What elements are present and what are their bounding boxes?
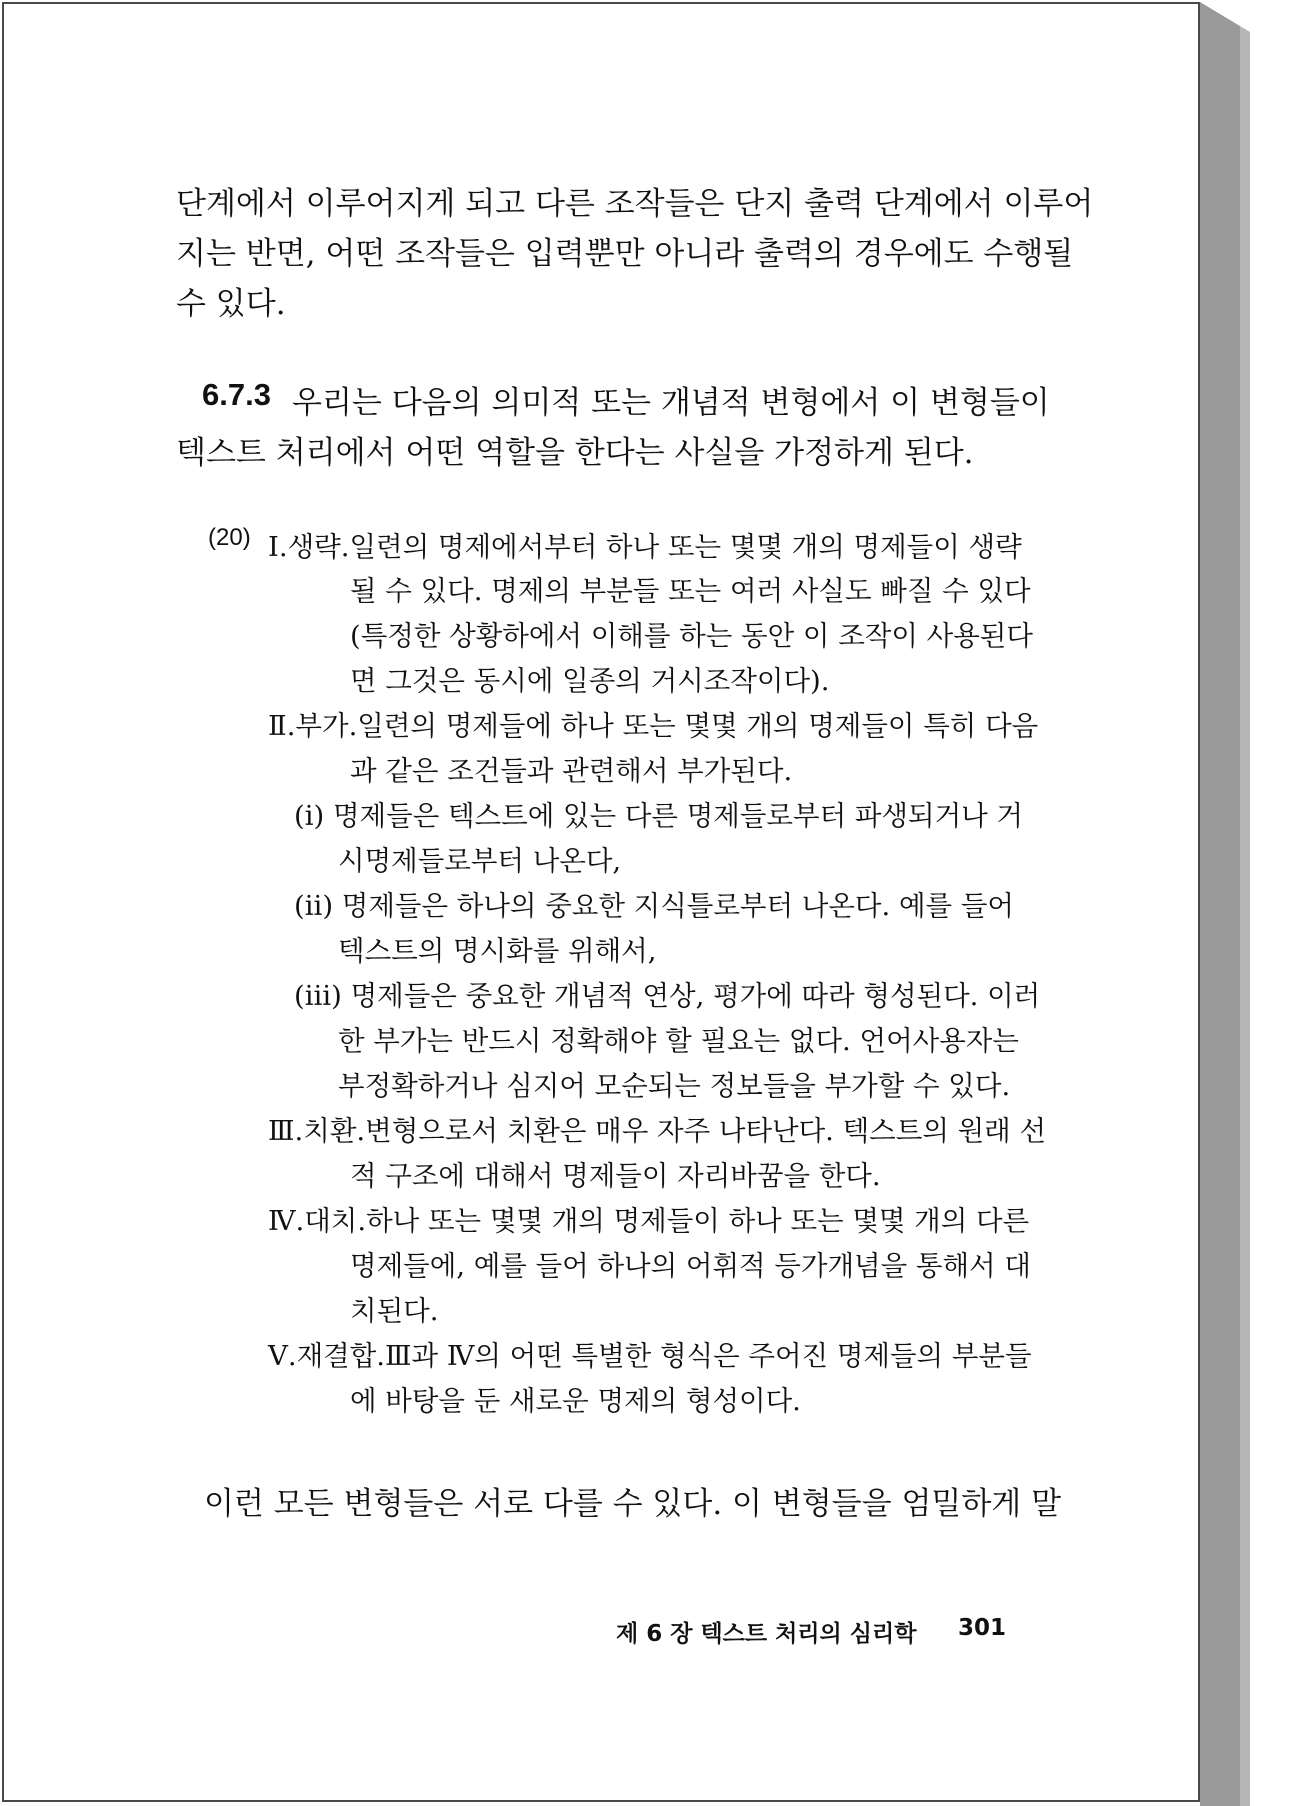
list-line: 한 부가는 반드시 정확해야 할 필요는 없다. 언어사용자는 bbox=[338, 1025, 1019, 1057]
running-footer-chapter: 제 6 장 텍스트 처리의 심리학 bbox=[616, 1621, 917, 1647]
list-line: 과 같은 조건들과 관련해서 부가된다. bbox=[350, 755, 793, 787]
section-number: 6.7.3 bbox=[202, 377, 271, 412]
page-number: 301 bbox=[958, 1615, 1007, 1641]
list-line: (특정한 상황하에서 이해를 하는 동안 이 조작이 사용된다 bbox=[350, 620, 1033, 652]
section-line: 우리는 다음의 의미적 또는 개념적 변형에서 이 변형들이 bbox=[292, 385, 1050, 421]
list-line: 텍스트의 명시화를 위해서, bbox=[338, 935, 657, 967]
list-line: 치된다. bbox=[350, 1295, 439, 1327]
list-item-omission: Ⅰ.생략.일련의 명제에서부터 하나 또는 몇몇 개의 명제들이 생략 bbox=[268, 531, 1022, 563]
book-page bbox=[2, 2, 1200, 1802]
list-item-recombination: Ⅴ.재결합.Ⅲ과 Ⅳ의 어떤 특별한 형식은 주어진 명제들의 부분들 bbox=[268, 1340, 1032, 1372]
paragraph-line: 지는 반면, 어떤 조작들은 입력뿐만 아니라 출력의 경우에도 수행될 bbox=[176, 236, 1074, 272]
list-line: 명제들에, 예를 들어 하나의 어휘적 등가개념을 통해서 대 bbox=[350, 1250, 1031, 1282]
list-line: 적 구조에 대해서 명제들이 자리바꿈을 한다. bbox=[350, 1160, 881, 1192]
list-line: 될 수 있다. 명제의 부분들 또는 여러 사실도 빠질 수 있다 bbox=[350, 575, 1031, 607]
example-number: (20) bbox=[208, 524, 251, 551]
paragraph-line: 단계에서 이루어지게 되고 다른 조작들은 단지 출력 단계에서 이루어 bbox=[176, 186, 1094, 222]
section-line: 텍스트 처리에서 어떤 역할을 한다는 사실을 가정하게 된다. bbox=[176, 435, 974, 471]
list-line: 시명제들로부터 나온다, bbox=[338, 845, 622, 877]
list-item-substitution: Ⅳ.대치.하나 또는 몇몇 개의 명제들이 하나 또는 몇몇 개의 다른 bbox=[268, 1205, 1030, 1237]
list-line: 면 그것은 동시에 일종의 거시조작이다). bbox=[350, 665, 830, 697]
sub-item-ii: (ⅱ) 명제들은 하나의 중요한 지식틀로부터 나온다. 예를 들어 bbox=[294, 890, 1014, 922]
list-item-permutation: Ⅲ.치환.변형으로서 치환은 매우 자주 나타난다. 텍스트의 원래 선 bbox=[268, 1115, 1047, 1147]
list-line: 에 바탕을 둔 새로운 명제의 형성이다. bbox=[350, 1385, 801, 1417]
paragraph-line: 수 있다. bbox=[176, 286, 286, 322]
sub-item-iii: (ⅲ) 명제들은 중요한 개념적 연상, 평가에 따라 형성된다. 이러 bbox=[294, 980, 1041, 1012]
list-item-addition: Ⅱ.부가.일련의 명제들에 하나 또는 몇몇 개의 명제들이 특히 다음 bbox=[268, 710, 1039, 742]
list-line: 부정확하거나 심지어 모순되는 정보들을 부가할 수 있다. bbox=[338, 1070, 1011, 1102]
paragraph-line: 이런 모든 변형들은 서로 다를 수 있다. 이 변형들을 엄밀하게 말 bbox=[204, 1486, 1062, 1522]
sub-item-i: (ⅰ) 명제들은 텍스트에 있는 다른 명제들로부터 파생되거나 거 bbox=[294, 800, 1024, 832]
